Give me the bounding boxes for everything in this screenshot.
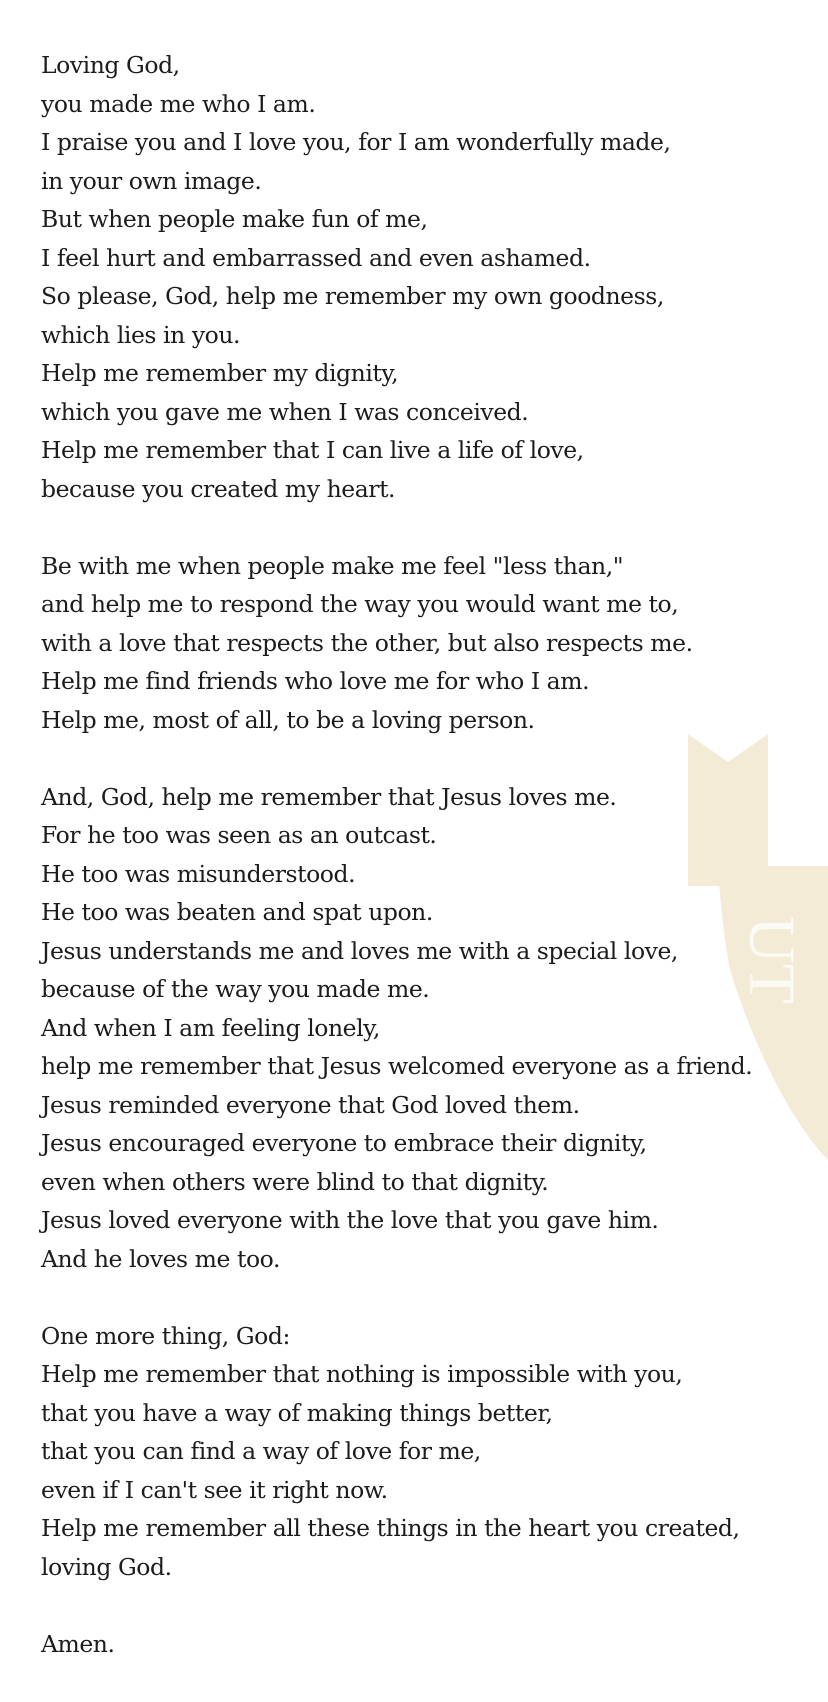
prayer-line: Help me, most of all, to be a loving person. (41, 705, 535, 734)
prayer-line: I feel hurt and embarrassed and even ashamed. (41, 243, 591, 272)
prayer-line: Loving God, (41, 51, 180, 79)
prayer-line: because you created my heart. (41, 474, 396, 503)
prayer-line: that you can find a way of love for me, (41, 1437, 481, 1465)
prayer-line: which lies in you. (41, 320, 241, 349)
prayer-text (41, 46, 801, 1702)
prayer-stanza (41, 1625, 801, 1664)
prayer-line: And when I am feeling lonely, (41, 1013, 380, 1042)
prayer-line: loving God. (41, 1552, 172, 1581)
prayer-line: Help me remember that nothing is impossible with you, (41, 1360, 683, 1388)
prayer-stanza (41, 46, 801, 508)
prayer-line: because of the way you made me. (41, 975, 430, 1003)
prayer-line: in your own image. (41, 166, 262, 195)
prayer-line: Jesus encouraged everyone to embrace their dignity, (41, 1129, 647, 1157)
prayer-stanza (41, 547, 801, 740)
prayer-line: Jesus understands me and loves me with a special love, (41, 936, 678, 965)
prayer-line: One more thing, God: (41, 1321, 290, 1350)
prayer-line: Help me remember my dignity, (41, 359, 399, 387)
prayer-line: Help me find friends who love me for who I am. (41, 667, 590, 695)
prayer-line: and help me to respond the way you would want me to, (41, 590, 679, 618)
prayer-line: with a love that respects the other, but also respects me. (41, 628, 693, 657)
prayer-line: which you gave me when I was conceived. (41, 397, 529, 426)
prayer-line: And he loves me too. (41, 1244, 280, 1273)
prayer-line: Be with me when people make me feel "less than," (41, 551, 624, 580)
prayer-line: Amen. (41, 1629, 115, 1658)
prayer-line: So please, God, help me remember my own goodness, (41, 282, 664, 310)
prayer-line: I praise you and I love you, for I am wonderfully made, (41, 128, 671, 156)
watermark-letters: UT (735, 916, 808, 1004)
prayer-line: But when people make fun of me, (41, 205, 428, 233)
prayer-line: He too was beaten and spat upon. (41, 898, 433, 926)
prayer-line: even when others were blind to that dignity. (41, 1167, 549, 1196)
prayer-line: Help me remember all these things in the heart you created, (41, 1514, 740, 1542)
prayer-line: Help me remember that I can live a life of love, (41, 436, 584, 464)
prayer-line: He too was misunderstood. (41, 859, 356, 888)
prayer-line: even if I can't see it right now. (41, 1475, 388, 1504)
prayer-line: that you have a way of making things better, (41, 1398, 553, 1427)
prayer-line: you made me who I am. (41, 89, 316, 118)
prayer-line: For he too was seen as an outcast. (41, 821, 437, 849)
prayer-line: Jesus reminded everyone that God loved them. (41, 1090, 580, 1119)
prayer-line: And, God, help me remember that Jesus loves me. (41, 782, 617, 811)
prayer-stanza (41, 778, 801, 1279)
prayer-line: help me remember that Jesus welcomed everyone as a friend. (41, 1052, 753, 1080)
prayer-line: Jesus loved everyone with the love that you gave him. (41, 1206, 659, 1234)
prayer-stanza (41, 1317, 801, 1587)
